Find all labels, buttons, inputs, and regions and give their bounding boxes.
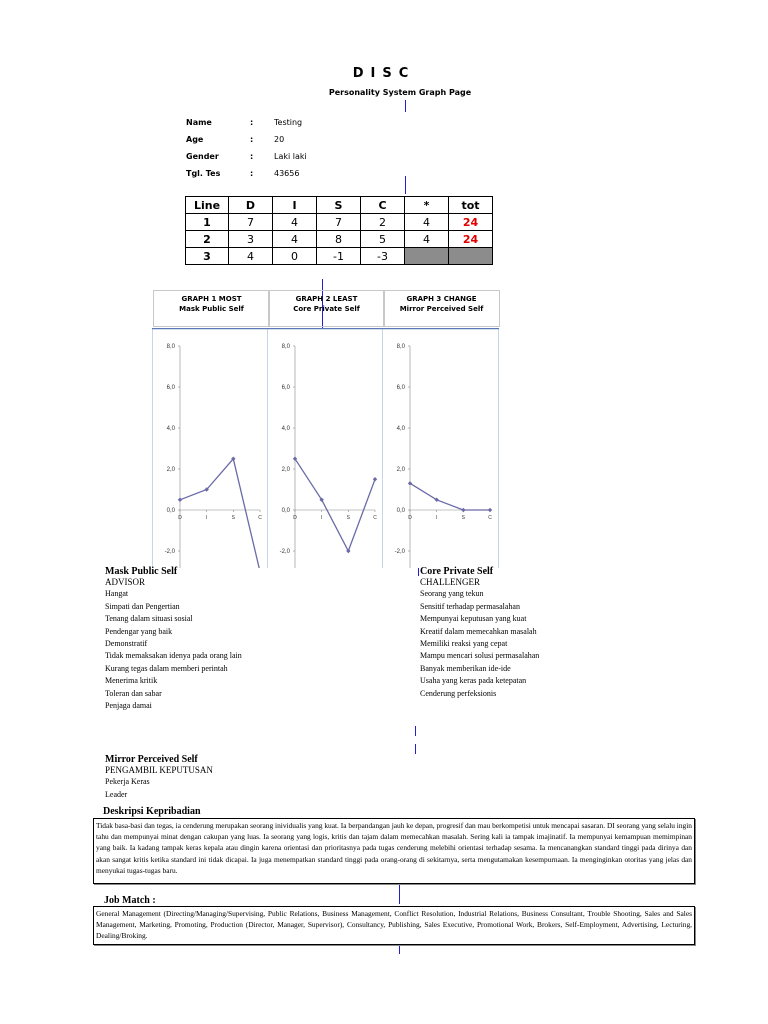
score-cell: 4 — [405, 214, 449, 231]
graph-title: GRAPH 1 MOST — [181, 295, 242, 303]
list-item: Hangat — [105, 589, 129, 599]
chart-mirror-perceived-self — [382, 328, 499, 568]
score-row — [186, 248, 493, 265]
info-row-date — [186, 169, 307, 186]
info-row-name — [186, 118, 307, 135]
core-section — [420, 566, 539, 701]
score-cell: 7 — [229, 214, 273, 231]
list-item: Kreatif dalam memecahkan masalah — [420, 626, 537, 636]
info-colon: : — [250, 135, 254, 144]
y-tick-label: -2,0 — [279, 549, 290, 555]
chart-core-private-self — [267, 328, 384, 568]
guide-line — [415, 726, 416, 736]
score-cell: 4 — [273, 231, 317, 248]
job-match-title: Job Match : — [104, 895, 156, 906]
list-item: PENGAMBIL KEPUTUSAN — [105, 765, 213, 775]
y-tick-label: -2,0 — [164, 549, 175, 555]
info-colon: : — [250, 152, 254, 161]
score-header: tot — [449, 197, 493, 214]
info-colon: : — [250, 169, 254, 178]
score-row — [186, 214, 493, 231]
x-tick-label: C — [373, 515, 377, 521]
score-cell: -1 — [317, 248, 361, 265]
list-item: Usaha yang keras pada ketepatan — [420, 676, 527, 686]
info-row-age — [186, 135, 307, 152]
info-row-gender — [186, 152, 307, 169]
deskripsi-title: Deskripsi Kepribadian — [103, 806, 201, 817]
y-tick-label: 0,0 — [281, 508, 290, 514]
graph-title: GRAPH 3 CHANGE — [406, 295, 477, 303]
info-colon: : — [250, 118, 254, 127]
y-tick-label: 6,0 — [396, 385, 405, 391]
list-item: Memiliki reaksi yang cepat — [420, 638, 508, 648]
list-item: Mampu mencari solusi permasalahan — [420, 651, 540, 661]
guide-line — [399, 944, 400, 954]
y-tick-label: 8,0 — [396, 344, 405, 350]
x-tick-label: S — [231, 515, 236, 521]
score-cell: 7 — [317, 214, 361, 231]
guide-line — [399, 884, 400, 904]
score-header-row — [186, 197, 493, 214]
mask-section — [105, 566, 242, 713]
score-cell: 0 — [273, 248, 317, 265]
list-item: Penjaga damai — [105, 700, 152, 710]
x-tick-label: I — [435, 515, 438, 521]
mirror-list — [105, 765, 213, 802]
y-tick-label: 8,0 — [281, 344, 290, 350]
info-label: Age — [186, 135, 204, 144]
x-tick-label: S — [346, 515, 351, 521]
score-table — [185, 196, 493, 265]
info-label: Gender — [186, 152, 219, 161]
x-tick-label: D — [178, 515, 182, 521]
x-tick-label: S — [461, 515, 466, 521]
y-tick-label: -2,0 — [394, 549, 405, 555]
y-tick-label: 4,0 — [281, 426, 290, 432]
score-cell: 1 — [186, 214, 229, 231]
y-tick-label: 2,0 — [166, 467, 175, 473]
list-item: Demonstratif — [105, 638, 148, 648]
mask-list — [105, 577, 242, 713]
list-item: Leader — [105, 789, 128, 799]
deskripsi-box: Tidak basa-basi dan tegas, ia cenderung merupakan seorang inividualis yang kuat. Ia berpandangan jauh ke depan, progresif dan mau berkompetisi untuk mencapai sasaran. DI seorang yang selalu ingin tahu dan mempunyai minat dengan cakupan yang luas. Ia seorang yang logis, kritis dan tajam dalam memecahkan masalah. Sering kali ia tampak imajinatif. Ia mempunyai kemampuan memimpinan yang baik. Ia kadang tampak keras kepala atau dingin karena orientasi dan prioritasnya pada tugas cenderung melebihi orientasi terhadap sesama. Ia mencanangkan standard tinggi pada dirinya dan akan sangat kritis ketika standard ini tidak dicapai. Ia juga menempatkan standard tinggi pada orang-orang di sekitarnya, serta mengutamakan kesempurnaan. Ia menginginkan otoritas yang jelas dan menyukai tugas-tugas baru. — [93, 818, 695, 884]
y-tick-label: 4,0 — [166, 426, 175, 432]
core-list — [420, 577, 539, 701]
job-match-box: General Management (Directing/Managing/Supervising, Public Relations, Business Management, Conflict Resolution, Industrial Relations, Business Consultant, Trouble Shooting, Sales and Sales Management, Marketing, Promoting, Production (Director, Manager, Supervisor), Consultancy, Publishing, Sales Executive, Promotional Work, Brokers, Self-Employment, Advertising, Lecturing, Dealing/Broking. — [93, 906, 695, 945]
graph-subtitle: Mirror Perceived Self — [399, 305, 484, 313]
guide-line — [405, 176, 406, 194]
score-cell: 8 — [317, 231, 361, 248]
info-value: 20 — [274, 135, 285, 144]
score-cell: 4 — [405, 231, 449, 248]
score-cell: 2 — [186, 231, 229, 248]
guide-line — [415, 744, 416, 754]
y-tick-label: 2,0 — [281, 467, 290, 473]
score-total: 24 — [449, 214, 493, 231]
list-item: Tidak memaksakan idenya pada orang lain — [105, 651, 242, 661]
x-tick-label: I — [205, 515, 208, 521]
section-title: Core Private Self — [420, 566, 494, 577]
list-item: Kurang tegas dalam memberi perintah — [105, 663, 228, 673]
score-header: I — [273, 197, 317, 214]
graph-subtitle: Mask Public Self — [179, 305, 244, 313]
list-item: Cenderung perfeksionis — [420, 688, 497, 698]
list-item: Mempunyai keputusan yang kuat — [420, 614, 527, 624]
graph-subtitle: Core Private Self — [293, 305, 360, 313]
info-value: Testing — [274, 118, 303, 127]
section-title: Mirror Perceived Self — [105, 754, 198, 765]
y-tick-label: 6,0 — [281, 385, 290, 391]
page-title: DISC — [352, 66, 416, 81]
score-cell: 5 — [361, 231, 405, 248]
y-tick-label: 0,0 — [396, 508, 405, 514]
x-tick-label: D — [293, 515, 297, 521]
info-value: 43656 — [274, 169, 300, 178]
score-cell: 3 — [229, 231, 273, 248]
score-header: * — [405, 197, 449, 214]
list-item: Menerima kritik — [105, 676, 158, 686]
x-tick-label: C — [258, 515, 262, 521]
score-cell: 2 — [361, 214, 405, 231]
info-value: Laki laki — [274, 152, 307, 161]
graph-1-header — [153, 290, 270, 327]
y-tick-label: 6,0 — [166, 385, 175, 391]
y-tick-label: 4,0 — [396, 426, 405, 432]
x-tick-label: C — [488, 515, 492, 521]
x-tick-label: D — [408, 515, 412, 521]
info-label: Tgl. Tes — [186, 169, 221, 178]
score-header: Line — [186, 197, 229, 214]
score-header: D — [229, 197, 273, 214]
graph-2-header — [268, 290, 385, 327]
page-subtitle: Personality System Graph Page — [328, 88, 472, 97]
guide-line — [405, 100, 406, 112]
y-tick-label: 2,0 — [396, 467, 405, 473]
graph-title: GRAPH 2 LEAST — [295, 295, 358, 303]
list-item: Tenang dalam situasi sosial — [105, 614, 193, 624]
list-item: Simpati dan Pengertian — [105, 601, 180, 611]
score-cell-empty — [449, 248, 493, 265]
score-row — [186, 231, 493, 248]
score-total: 24 — [449, 231, 493, 248]
person-info — [186, 118, 307, 186]
list-item: Pendengar yang baik — [105, 626, 173, 636]
graph-3-header — [383, 290, 500, 327]
chart-frame — [383, 329, 499, 569]
list-item: Toleran dan sabar — [105, 688, 162, 698]
chart-mask-public-self — [152, 328, 269, 568]
list-item: ADVISOR — [105, 577, 146, 587]
list-item: CHALLENGER — [420, 577, 480, 587]
list-item: Pekerja Keras — [105, 777, 150, 787]
score-cell: 4 — [229, 248, 273, 265]
list-item: Seorang yang tekun — [420, 589, 484, 599]
score-cell: 4 — [273, 214, 317, 231]
score-header: C — [361, 197, 405, 214]
x-tick-label: I — [320, 515, 323, 521]
section-title: Mask Public Self — [105, 566, 178, 577]
score-cell: 3 — [186, 248, 229, 265]
mirror-section — [105, 754, 213, 802]
y-tick-label: 0,0 — [166, 508, 175, 514]
y-tick-label: 8,0 — [166, 344, 175, 350]
score-cell-empty — [405, 248, 449, 265]
list-item: Sensitif terhadap permasalahan — [420, 601, 520, 611]
score-cell: -3 — [361, 248, 405, 265]
score-header: S — [317, 197, 361, 214]
info-label: Name — [186, 118, 212, 127]
list-item: Banyak memberikan ide-ide — [420, 663, 511, 673]
chart-frame — [268, 329, 384, 569]
